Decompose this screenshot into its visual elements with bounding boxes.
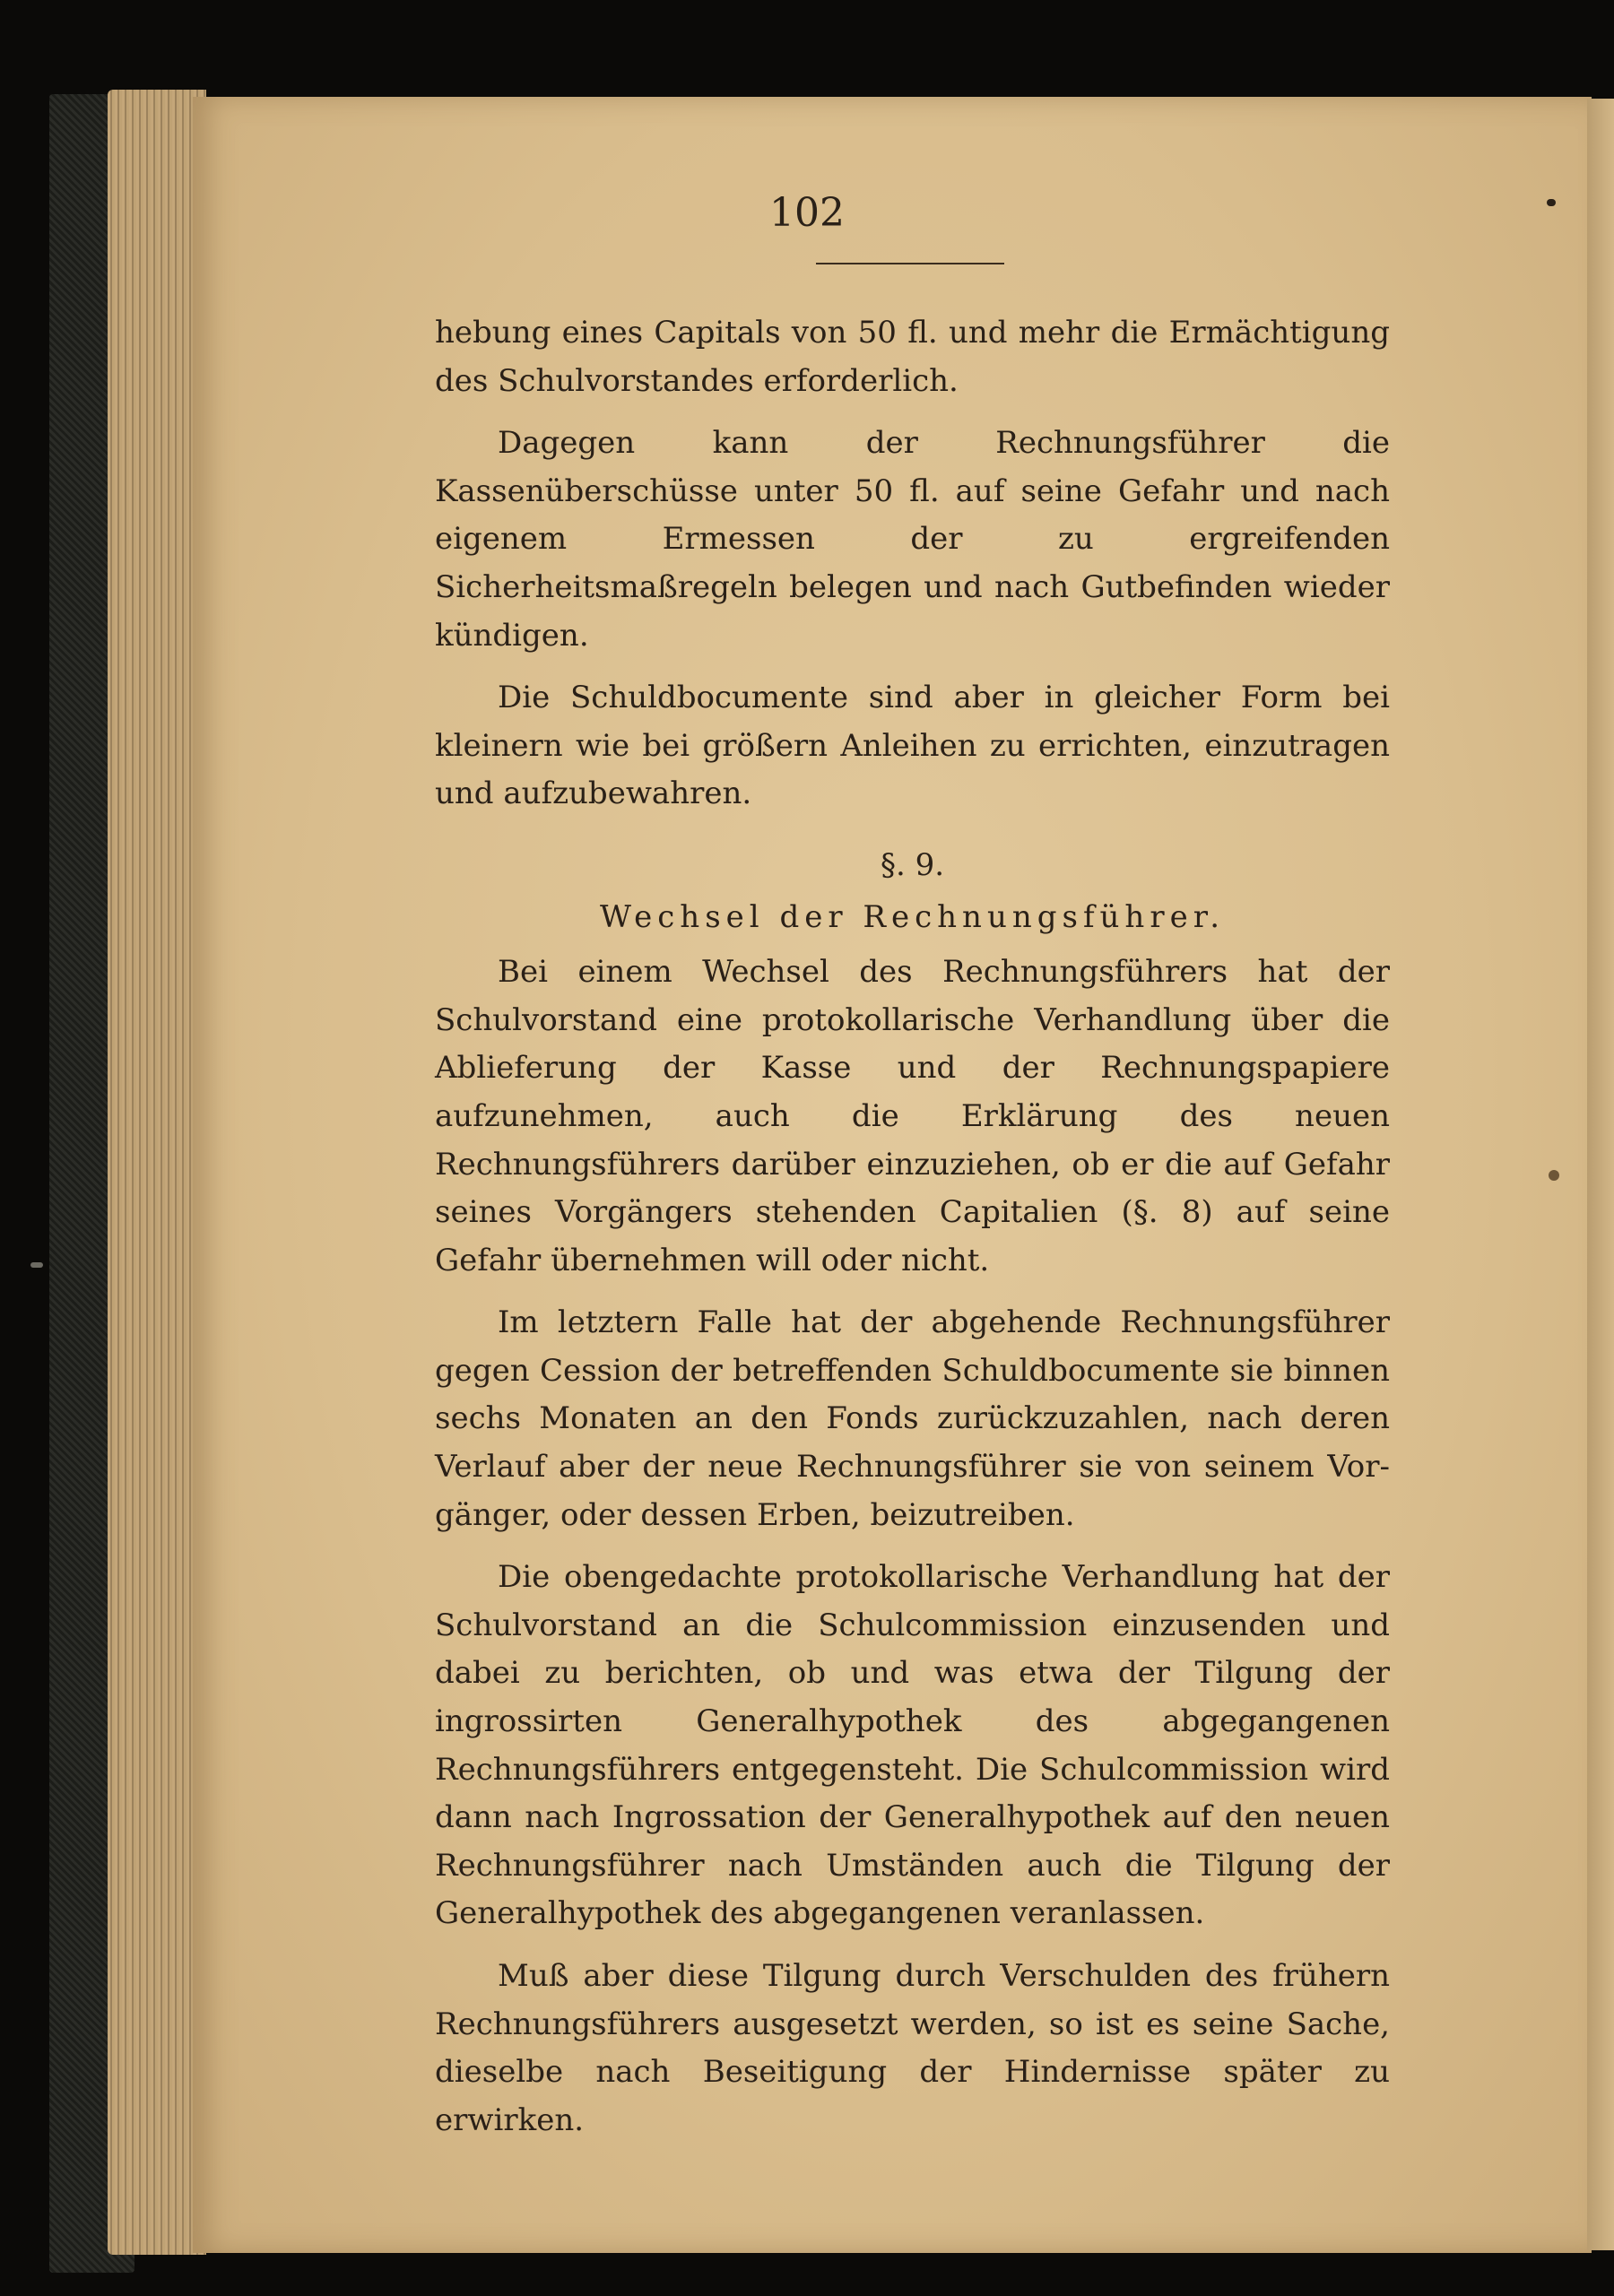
- margin-mark: [1549, 1170, 1559, 1181]
- paragraph: Dagegen kann der Rechnungsführer die Kassenüberschüsse unter 50 fl. auf seine Gefahr und nach eigenem Ermessen der zu ergreifenden Sicherheitsmaßregeln belegen und nach Gutbefinden wieder kündigen.: [435, 425, 1390, 654]
- paragraph: hebung eines Capitals von 50 fl. und mehr die Ermächtigung des Schulvorstandes erforderlich.: [435, 315, 1390, 399]
- margin-mark: [30, 1262, 43, 1268]
- section-title: Wechsel der Rechnungsführer.: [599, 898, 1226, 935]
- next-page-edge: [1587, 99, 1614, 2250]
- page-text: [435, 309, 1390, 2144]
- page-edges: [108, 90, 206, 2255]
- paragraph: Muß aber diese Tilgung durch Verschulden des frühern Rechnungsführers ausgesetzt werden, so ist es seine Sache, dieselbe nach Beseitigung der Hindernisse später zu erwirken.: [435, 1958, 1390, 2138]
- page-number: 102: [769, 190, 845, 236]
- margin-mark: [1547, 199, 1556, 206]
- header-rule: [816, 263, 1004, 264]
- section-number: §. 9.: [880, 846, 945, 883]
- paragraph: Bei einem Wechsel des Rechnungsführers hat der Schulvorstand eine protokollarische Verhandlung über die Ablieferung der Kasse und der Rechnungspapiere aufzunehmen, auch die Erklärung des neuen Rechnungsführers darüber einzuziehen, ob er die auf Gefahr seines Vorgängers stehenden Capitalien (§. 8) auf seine Gefahr übernehmen will oder nicht.: [435, 954, 1390, 1278]
- paragraph: Im letztern Falle hat der abgehende Rechnungsführer gegen Cession der betreffenden Schuldbocumente sie binnen sechs Monaten an den Fonds zurückzuzahlen, nach deren Verlauf aber der neue Rechnungsführer sie von seinem Vorgänger, oder dessen Erben, beizutreiben.: [435, 1304, 1390, 1533]
- paragraph: Die Schuldbocumente sind aber in gleicher Form bei kleinern wie bei größern Anleihen zu errichten, einzutragen und aufzubewahren.: [435, 680, 1390, 812]
- paragraph: Die obengedachte protokollarische Verhandlung hat der Schulvorstand an die Schulcommission einzusenden und dabei zu berichten, ob und was etwa der Tilgung der ingrossirten Generalhypothek des abgegangenen Rechnungsführers entgegensteht. Die Schulcommission wird dann nach Ingrossation der Generalhypothek auf den neuen Rechnungsführer nach Umständen auch die Tilgung der Generalhypothek des abgegangenen veranlassen.: [435, 1559, 1390, 1932]
